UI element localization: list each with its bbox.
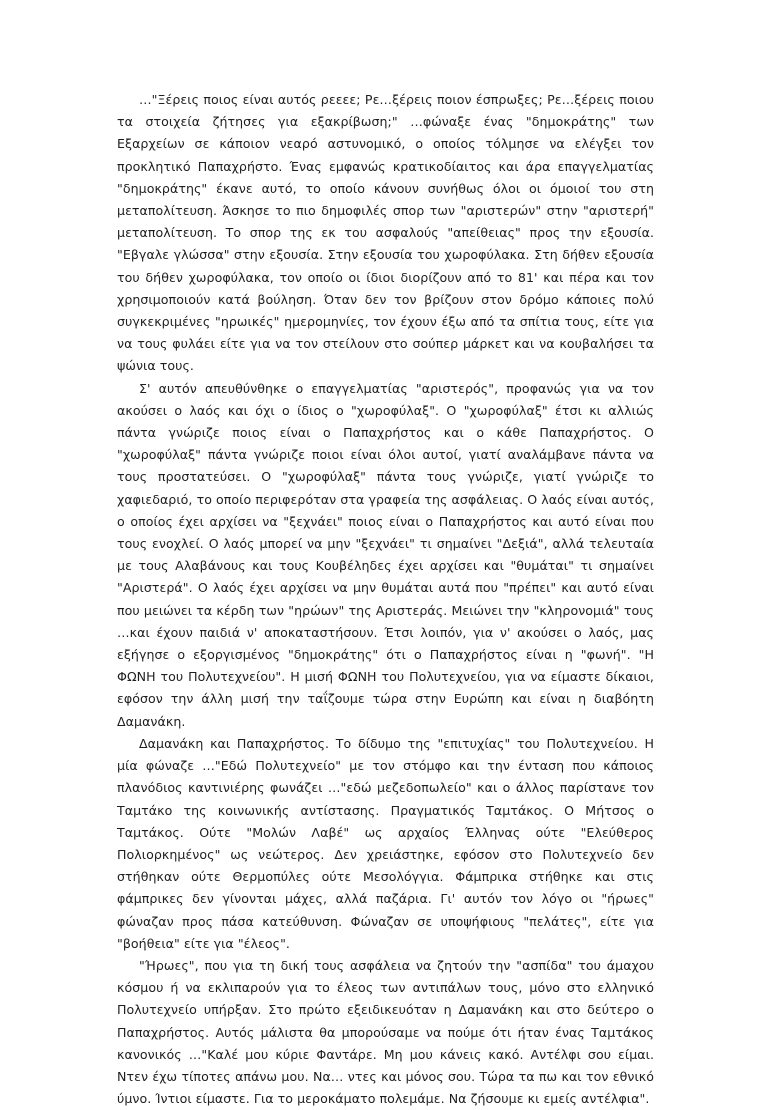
- paragraph-5: "Ήρωες", που για τη δική τους ασφάλεια να ζητούν την "ασπίδα" του άμαχου κόσμου ή να εκλιπαρούν για το έλεος των αντιπάλων τους, μόνο στο ελληνικό Πολυτεχνείο υπήρξαν. Στο πρώτο εξειδικευόταν η Δαμανάκη και στο δεύτερο ο Παπαχρήστος. Αυτός μάλιστα θα μπορούσαμε να πούμε ότι ήταν ένας Ταμτάκος κανονικός …"Καλέ μου κύριε Φαντάρε. Μη μου κάνεις κακό. Αντέλφι σου είμαι. Ντεν έχω τίποτες απάνω μου. Να… ντες και μόνος σου. Τώρα τα πω και τον εθνικό ύμνο. Ίντιοι είμαστε. Για το μεροκάματο πολεμάμε. Να ζήσουμε κι εμείς αντέλφια".: [117, 957, 654, 1107]
- paragraph-1: …"Ξέρεις ποιος είναι αυτός ρεεεε; Ρε…ξέρεις ποιον έσπρωξες; Ρε…ξέρεις ποιου τα στοιχεία ζήτησες για εξακρίβωση;" …φώναξε ένας "δημοκράτης" των Εξαρχείων σε κάποιον νεαρό αστυνομικό, ο οποίος τόλμησε να ελέγξει τον προκλητικό Παπαχρήστο. Ένας εμφανώς κρατικοδίαιτος και άρα επαγγελματίας "δημοκράτης" έκανε αυτό, το οποίο κάνουν συνήθως όλοι οι όμοιοί του στη μεταπολίτευση. Άσκησε το πιο δημοφιλές σπορ των "αριστερών" στην "αριστερή" μεταπολίτευση. Το σπορ της εκ του ασφαλούς "απείθειας" προς την εξουσία.: [117, 92, 654, 241]
- paragraph-2: "Εβγαλε γλώσσα" στην εξουσία. Στην εξουσία του χωροφύλακα. Στη δήθεν εξουσία του δήθεν χωροφύλακα, τον οποίο οι ίδιοι διορίζουν από το 81' και πέρα και τον χρησιμοποιούν κατά βούληση. Όταν δεν τον βρίζουν στον δρόμο κάποιες πολύ συγκεκριμένες "ηρωικές" ημερομηνίες, τον έχουν έξω από τα σπίτια τους, είτε για να τους φυλάει είτε για να τον στείλουν στο σούπερ μάρκετ και να κουβαλήσει τα ψώνια τους.: [117, 247, 654, 374]
- paragraph-4: Δαμανάκη και Παπαχρήστος. Το δίδυμο της "επιτυχίας" του Πολυτεχνείου. Η μία φώναζε …"Εδώ Πολυτεχνείο" με τον στόμφο και την ένταση που κάποιος πλανόδιος καντινιέρης φωνάζει …"εδώ μεζεδοπωλείο" και ο άλλος παρίστανε τον Ταμτάκο της κοινωνικής αντίστασης. Πραγματικός Ταμτάκος. Ο Μήτσος ο Ταμτάκος. Ούτε "Μολών Λαβέ" ως αρχαίος Έλληνας ούτε "Ελεύθερος Πολιορκημένος" ως νεώτερος. Δεν χρειάστηκε, εφόσον στο Πολυτεχνείο δεν στήθηκαν ούτε Θερμοπύλες ούτε Μεσολόγγια. Φάμπρικα στήθηκε και στις φάμπρικες δεν γίνονται μάχες, αλλά παζάρια. Γι' αυτόν τον λόγο οι "ήρωες" φώναζαν προς πάσα κατεύθυνση. Φώναζαν σε υποψήφιους "πελάτες", είτε για "βοήθεια" είτε για "έλεος".: [117, 735, 654, 951]
- document-page: [117, 89, 654, 1110]
- paragraph-3: Σ' αυτόν απευθύνθηκε ο επαγγελματίας "αριστερός", προφανώς για να τον ακούσει ο λαός και όχι ο ίδιος ο "χωροφύλαξ". Ο "χωροφύλαξ" έτσι κι αλλιώς πάντα γνώριζε ποιος είναι ο Παπαχρήστος και ο κάθε Παπαχρήστος. Ο "χωροφύλαξ" πάντα γνώριζε ποιοι είναι όλοι αυτοί, γιατί αναλάμβανε πάντα να τους προστατεύσει. Ο "χωροφύλαξ" πάντα τους γνώριζε, γιατί γνώριζε το χαφιεδαριό, το οποίο περιφερόταν στα γραφεία της ασφάλειας. Ο λαός είναι αυτός, ο οποίος έχει αρχίσει να "ξεχνάει" ποιος είναι ο Παπαχρήστος και αυτό είναι που τους ενοχλεί. Ο λαός μπορεί να μην "ξεχνάει" τι σημαίνει "Δεξιά", αλλά τελευταία με τους Αλαβάνους και τους Κουβέληδες έχει αρχίσει και "θυμάται" τι σημαίνει "Αριστερά". Ο λαός έχει αρχίσει να μην θυμάται αυτά που "πρέπει" και αυτό είναι που μειώνει τα κέρδη των "ηρώων" της Αριστεράς. Μειώνει την "κληρονομιά" τους …και έχουν παιδιά ν' αποκαταστήσουν. Έτσι λοιπόν, για ν' ακούσει ο λαός, μας εξήγησε ο εξοργισμένος "δημοκράτης" ότι ο Παπαχρήστος είναι η "φωνή". "Η ΦΩΝΗ του Πολυτεχνείου". Η μισή ΦΩΝΗ του Πολυτεχνείου, για να είμαστε δίκαιοι, εφόσον την άλλη μισή την ταΐζουμε τώρα στην Ευρώπη και είναι η διαβόητη Δαμανάκη.: [117, 380, 654, 729]
